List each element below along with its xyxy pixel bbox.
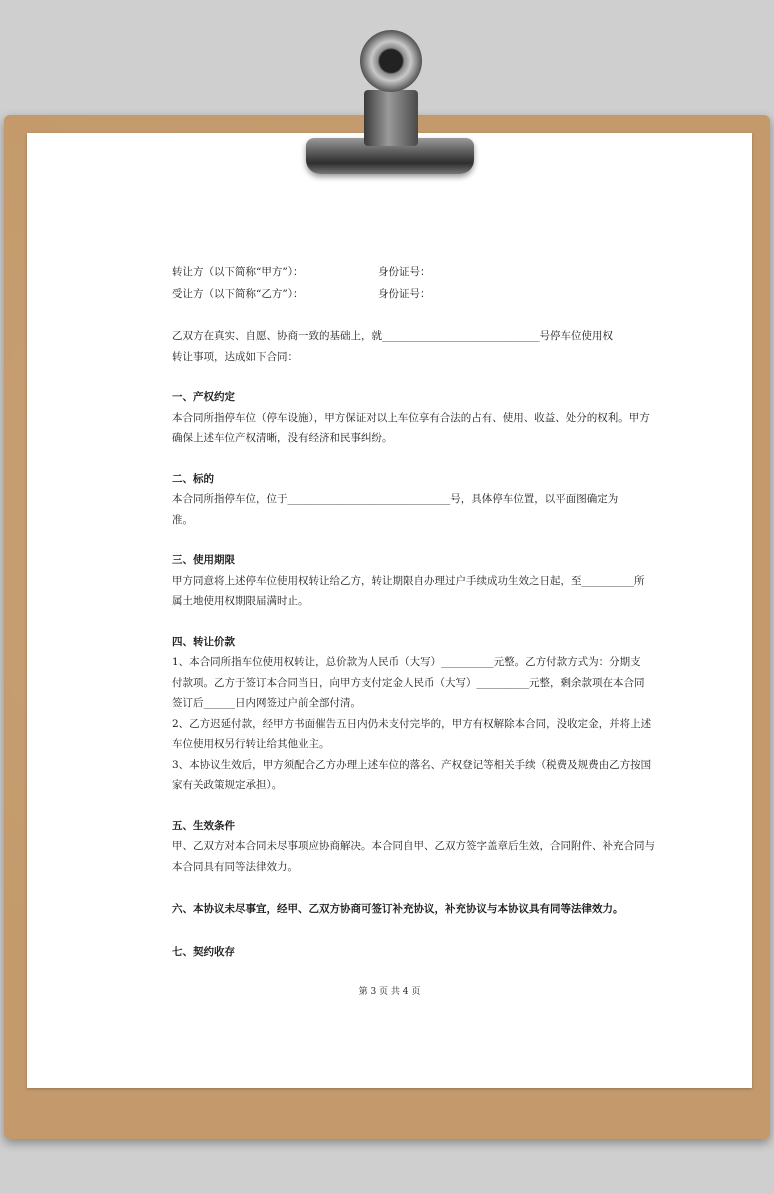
section-line: 车位使用权另行转让给其他业主。 xyxy=(172,738,330,750)
section-title: 一、产权约定 xyxy=(172,391,235,403)
party-a-row xyxy=(172,262,648,284)
section-title: 四、转让价款 xyxy=(172,635,235,648)
section-line: 付款项。乙方于签订本合同当日，向甲方支付定金人民币（大写）__________元整，剩余款项在本合同 xyxy=(172,676,645,689)
section-title: 六、本协议未尽事宜，经甲、乙双方协商可签订补充协议，补充协议与本协议具有同等法律效力。 xyxy=(172,903,624,915)
section-line: 甲方同意将上述停车位使用权转让给乙方，转让期限自办理过户手续成功生效之日起，至__________所 xyxy=(172,574,645,587)
section-line: 签订后______日内网签过户前全部付清。 xyxy=(172,697,361,709)
section-line: 2、乙方迟延付款，经甲方书面催告五日内仍未支付完毕的，甲方有权解除本合同，没收定金，并将上述 xyxy=(172,717,652,730)
section-title: 三、使用期限 xyxy=(172,554,235,566)
party-b-label: 受让方（以下简称“乙方”）： xyxy=(172,288,304,300)
section-line: 1、本合同所指车位使用权转让，总价款为人民币（大写）__________元整。乙方付款方式为：分期支 xyxy=(172,656,641,668)
intro-line: 乙双方在真实、自愿、协商一致的基础上，就______________________________号停车位使用权 xyxy=(172,330,613,342)
contract-document xyxy=(172,262,655,962)
section-line: 本合同所指停车位（停车设施），甲方保证对以上车位享有合法的占有、使用、收益、处分的权利。甲方 xyxy=(172,411,650,424)
page-number: 第 3 页 共 4 页 xyxy=(358,987,421,997)
section-line: 家有关政策规定承担）。 xyxy=(172,779,283,791)
clip-arm xyxy=(364,90,418,146)
section-title: 二、标的 xyxy=(172,472,214,485)
section-line: 甲、乙双方对本合同未尽事项应协商解决。本合同自甲、乙双方签字盖章后生效，合同附件、补充合同与 xyxy=(172,840,655,852)
section-title: 七、契约收存 xyxy=(172,945,235,958)
party-b-row xyxy=(172,284,648,306)
section-title: 五、生效条件 xyxy=(172,819,235,832)
clip-ring-icon xyxy=(360,30,422,92)
section-line: 3、本协议生效后，甲方须配合乙方办理上述车位的落名、产权登记等相关手续（税费及规费由乙方按国 xyxy=(172,758,652,771)
section-line: 本合同所指停车位，位于_______________________________号，具体停车位置，以平面图确定为 xyxy=(172,493,619,505)
party-a-id-label: 身份证号： xyxy=(378,266,431,278)
section-line: 准。 xyxy=(172,513,193,526)
section-line: 本合同具有同等法律效力。 xyxy=(172,860,298,873)
party-b-id-label: 身份证号： xyxy=(378,288,431,300)
party-a-label: 转让方（以下简称“甲方”）： xyxy=(172,266,304,278)
section-line: 属土地使用权期限届满时止。 xyxy=(172,595,309,607)
section-line: 确保上述车位产权清晰，没有经济和民事纠纷。 xyxy=(172,432,393,444)
intro-line: 转让事项，达成如下合同： xyxy=(172,350,298,363)
